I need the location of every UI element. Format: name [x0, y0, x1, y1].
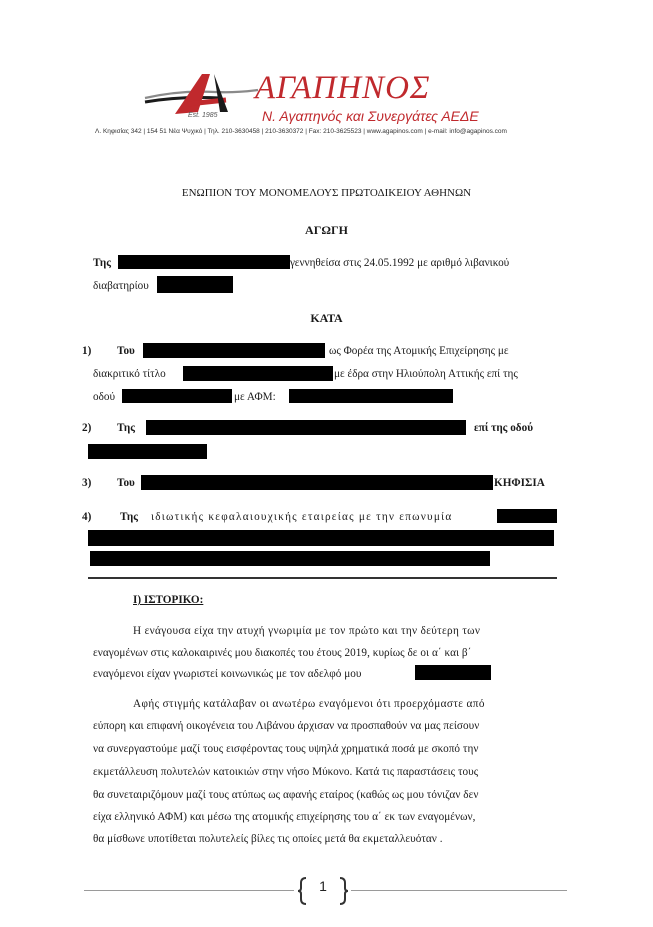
redaction-block	[497, 509, 557, 523]
defendant-prefix: Της	[120, 511, 138, 523]
section-heading: Ι) ΙΣΤΟΡΙΚΟ:	[133, 594, 204, 606]
defendant-text: επί της οδού	[474, 422, 534, 434]
redaction-block	[90, 551, 490, 566]
plaintiff-prefix: Της	[93, 257, 111, 269]
defendant-text: με ΑΦΜ:	[234, 391, 276, 403]
paragraph-line: Αφής στιγμής κατάλαβαν οι ανωτέρω εναγόμενοι ότι προερχόμαστε από	[133, 698, 485, 710]
redaction-block	[118, 255, 290, 269]
document-title: ΑΓΩΓΗ	[305, 223, 348, 237]
paragraph-line: εκμετάλλευση πολυτελών κατοικιών στην νήσο Μύκονο. Κατά τις παραστάσεις τους	[93, 766, 479, 778]
redaction-block	[88, 444, 207, 459]
paragraph-line: Η ενάγουσα είχα την ατυχή γνωριμία με τον πρώτο και την δεύτερη των	[133, 625, 481, 637]
redaction-block	[88, 530, 554, 546]
defendant-number: 3)	[82, 477, 92, 489]
against-heading: ΚΑΤΑ	[310, 311, 343, 325]
contact-line: Λ. Κηφισίας 342 | 154 51 Νέα Ψυχικό | Τηλ. 210-3630458 | 210-3630372 | Fax: 210-3625523 | www.agapinos.com | e-mail: info@agapinos.com	[95, 128, 507, 135]
divider	[88, 577, 557, 579]
redaction-block	[157, 276, 233, 293]
paragraph-line: εναγομένων στις καλοκαιρινές μου διακοπές του έτους 2019, κυρίως δε οι α΄ και β΄	[93, 647, 472, 659]
defendant-text: διακριτικό τίτλο	[93, 368, 166, 380]
paragraph-line: εύπορη και επιφανή οικογένεια του Λιβάνου άρχισαν να προσπαθούν να μας πείσουν	[93, 720, 480, 732]
logo-subtitle: Ν. Αγαπηνός και Συνεργάτες ΑΕΔΕ	[262, 108, 479, 124]
redaction-block	[289, 389, 453, 403]
defendant-text: με έδρα στην Ηλιούπολη Αττικής επί της	[334, 368, 518, 380]
redaction-block	[143, 343, 325, 358]
defendant-text: οδού	[93, 391, 115, 403]
plaintiff-line2: διαβατηρίου	[93, 280, 149, 292]
redaction-block	[415, 665, 491, 680]
redaction-block	[141, 475, 493, 490]
footer-rule-left	[84, 890, 294, 891]
logo-swoosh-icon	[140, 68, 260, 128]
paragraph-line: εναγόμενοι είχαν γνωριστεί κοινωνικώς με τον αδελφό μου	[93, 668, 362, 680]
defendant-text: ΚΗΦΙΣΙΑ	[494, 477, 545, 489]
redaction-block	[122, 389, 232, 403]
paragraph-line: είχα ελληνικό ΑΦΜ) και μέσω της ατομικής επιχείρησης του α΄ εκ των εναγομένων,	[93, 811, 476, 823]
defendant-number: 1)	[82, 345, 92, 357]
redaction-block	[146, 420, 466, 435]
defendant-prefix: Του	[117, 345, 135, 357]
court-heading: ΕΝΩΠΙΟΝ ΤΟΥ ΜΟΝΟΜΕΛΟΥΣ ΠΡΩΤΟΔΙΚΕΙΟΥ ΑΘΗΝΩΝ	[181, 187, 472, 199]
defendant-text: ιδιωτικής κεφαλαιουχικής εταιρείας με την επωνυμία	[151, 511, 453, 523]
page-number: 1	[319, 878, 327, 894]
defendant-text: ως Φορέα της Ατομικής Επιχείρησης με	[329, 345, 509, 357]
paragraph-line: θα συνεταιριζόμουν μαζί τους ατύπως ως αφανής εταίρος (καθώς ως μου τόνιζαν δεν	[93, 789, 479, 801]
plaintiff-birth-text: γεννηθείσα στις 24.05.1992 με αριθμό λιβανικού	[290, 257, 510, 269]
footer-rule-right	[351, 890, 567, 891]
logo-est: Est. 1985	[188, 112, 218, 119]
defendant-number: 2)	[82, 422, 92, 434]
paragraph-line: να συνεργαστούμε μαζί τους εισφέροντας τους υψηλά χρηματικά ποσά με σκοπό την	[93, 743, 479, 755]
defendant-prefix: Της	[117, 422, 135, 434]
defendant-number: 4)	[82, 511, 92, 523]
paragraph-line: θα μίσθωνε υποτίθεται πολυτελείς βίλες τις οποίες μετά θα εκμεταλλευόταν .	[93, 833, 443, 845]
logo-name: ΑΓΑΠΗΝΟΣ	[255, 70, 431, 106]
defendant-prefix: Του	[117, 477, 135, 489]
redaction-block	[183, 366, 333, 381]
